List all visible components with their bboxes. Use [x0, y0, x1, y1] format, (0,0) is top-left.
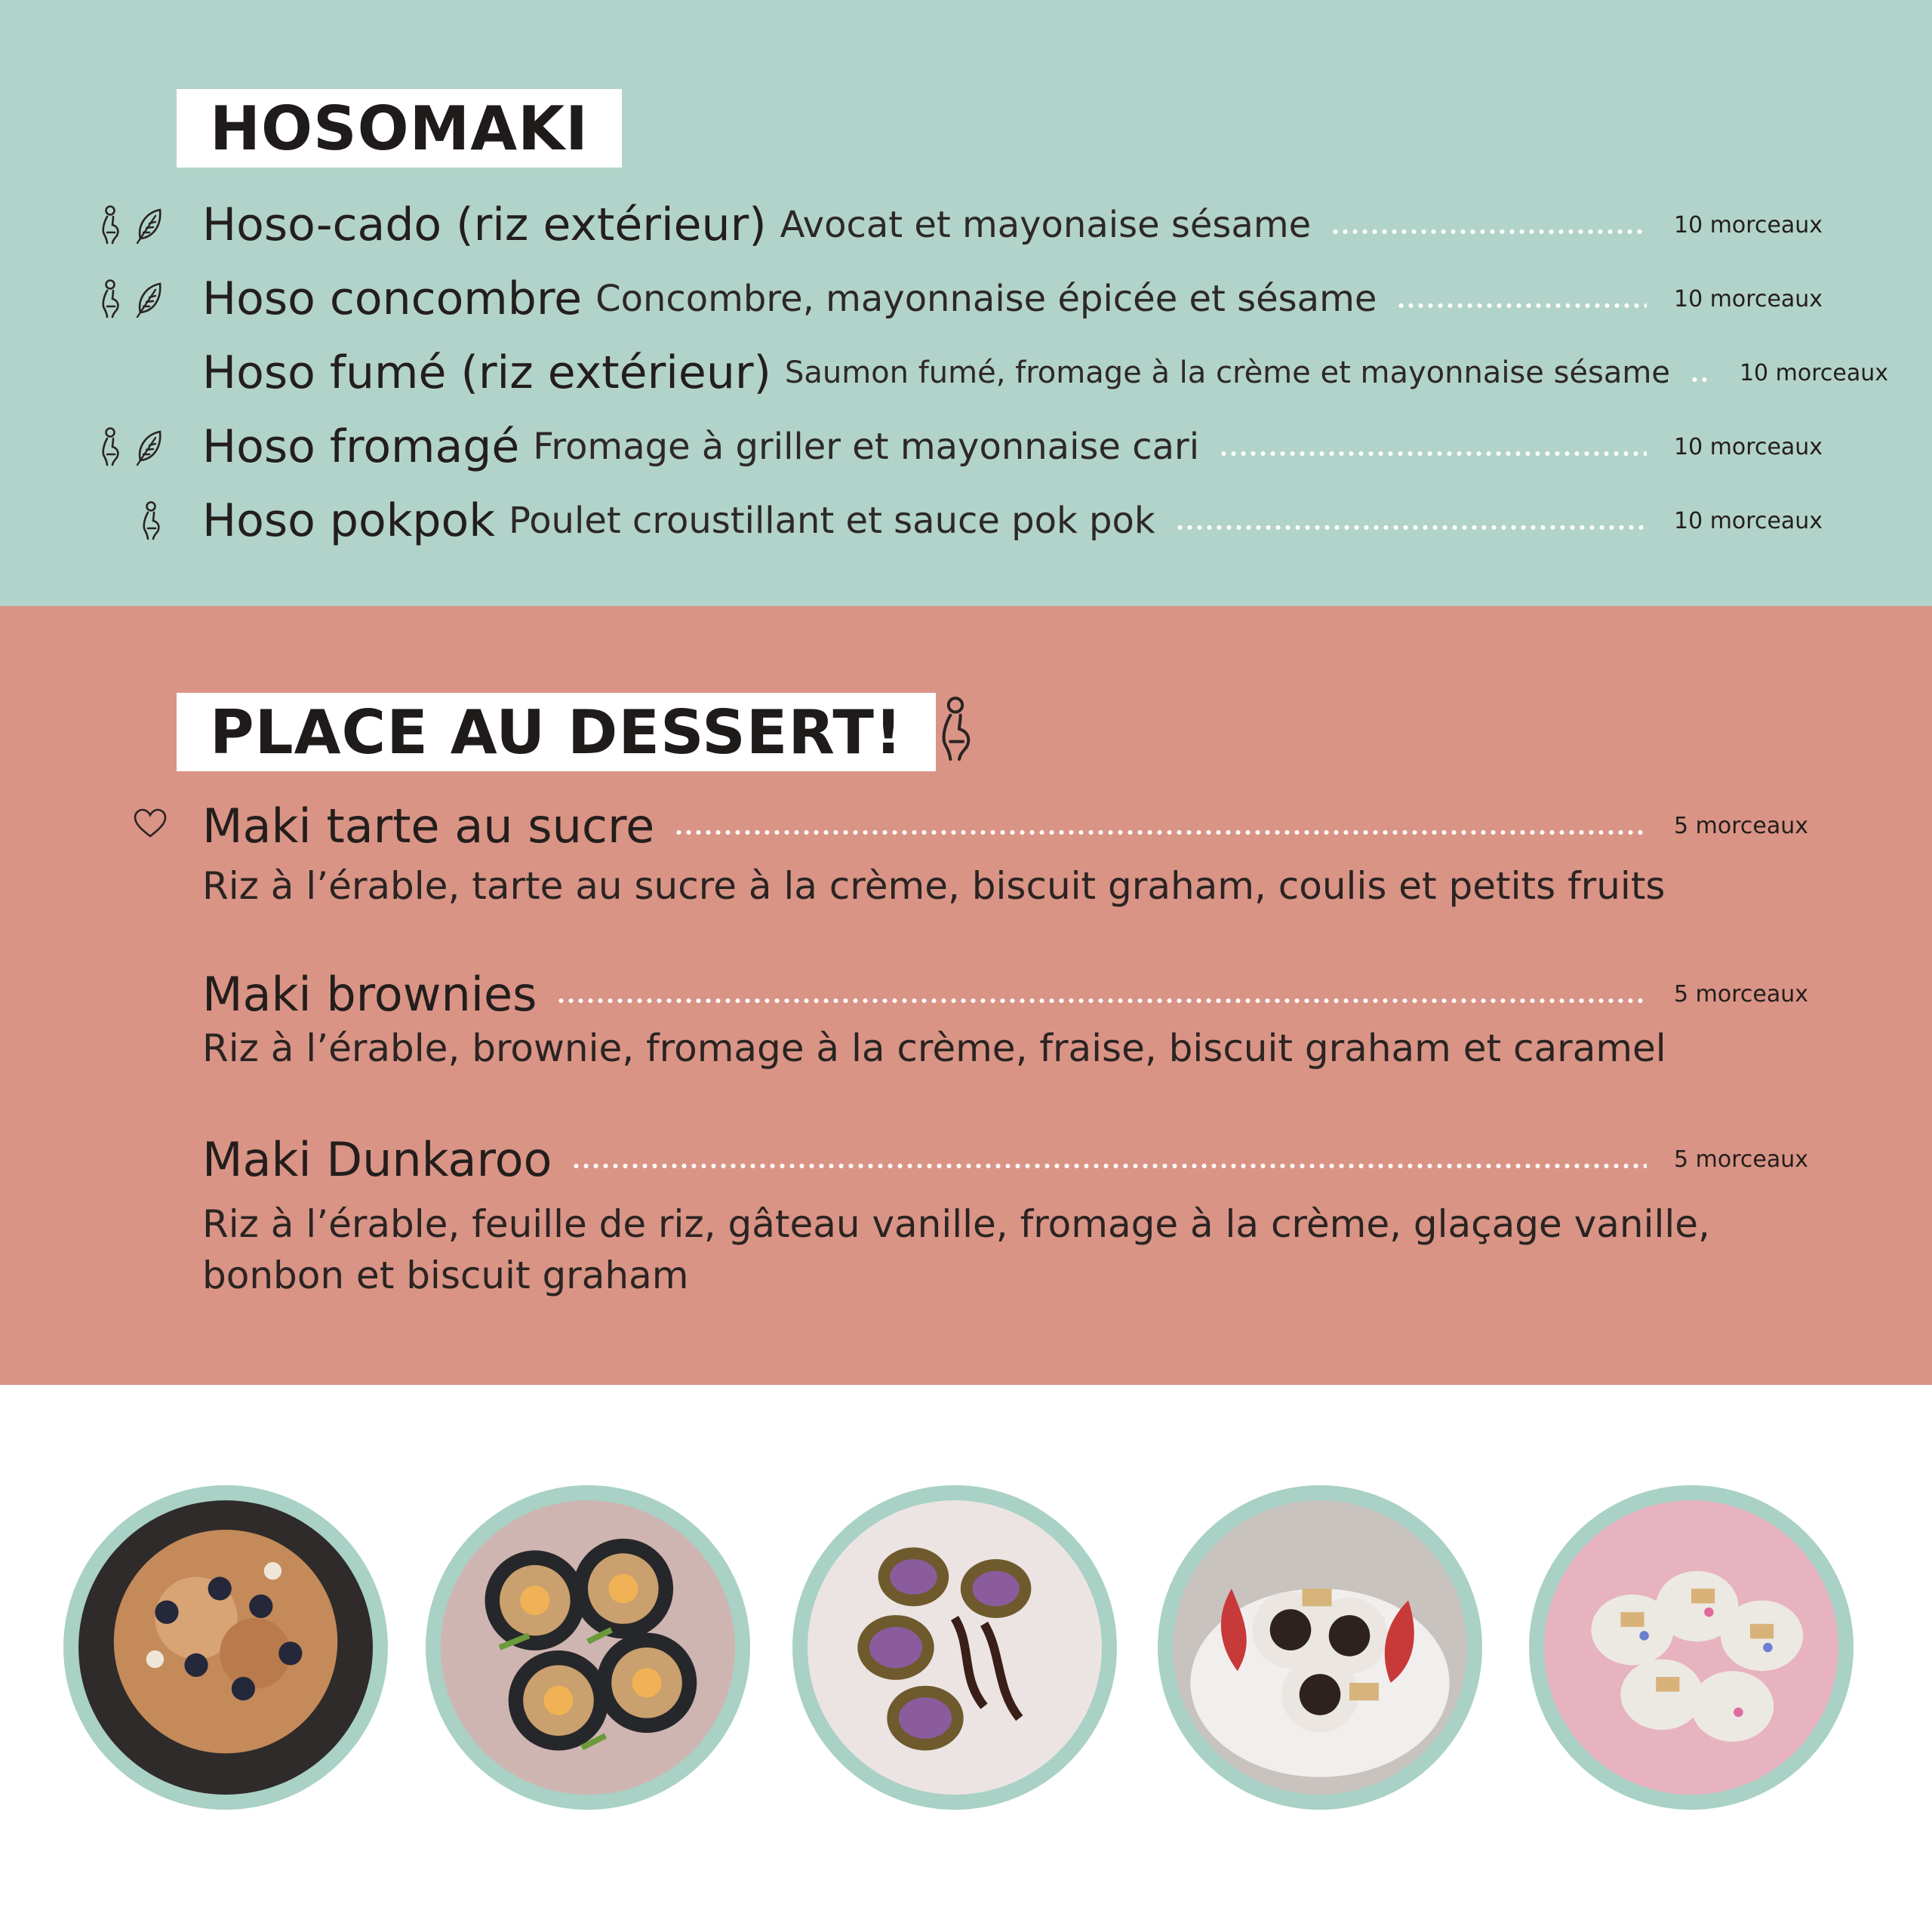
menu-item-hoso-fromage: [0, 417, 1932, 477]
item-name: Maki brownies: [202, 966, 537, 1022]
hosomaki-title: HOSOMAKI: [210, 93, 589, 164]
item-description: Riz à l’érable, feuille de riz, gâteau vanille, fromage à la crème, glaçage vanille, bonbon et biscuit graham: [202, 1202, 1710, 1297]
item-description: Avocat et mayonaise sésame: [780, 204, 1312, 246]
item-quantity: 10 morceaux: [1674, 211, 1823, 238]
heart-icon: [133, 808, 168, 839]
dessert-title: PLACE AU DESSERT!: [210, 697, 903, 768]
hosomaki-heading: [177, 89, 622, 168]
dotted-leader: [1175, 525, 1647, 530]
item-quantity: 10 morceaux: [1674, 433, 1823, 460]
food-photo-dunkaroo-maki: [1529, 1485, 1854, 1810]
dotted-leader: [571, 1164, 1647, 1168]
item-description: Riz à l’érable, brownie, fromage à la crème, fraise, biscuit graham et caramel: [202, 1026, 1666, 1070]
item-quantity: 10 morceaux: [1739, 359, 1889, 386]
item-name: Hoso fromagé: [202, 420, 520, 473]
food-photo-purple-maki: [792, 1485, 1117, 1810]
item-description: Saumon fumé, fromage à la crème et mayonnaise sésame: [784, 355, 1670, 390]
item-quantity: 10 morceaux: [1674, 507, 1823, 534]
pregnant-icon: [97, 427, 124, 466]
pregnant-icon: [933, 693, 978, 765]
dotted-leader: [674, 830, 1647, 835]
dotted-leader: [556, 998, 1647, 1003]
food-photo-maki-rolls: [426, 1485, 750, 1810]
pregnant-icon: [137, 501, 165, 540]
item-description: Fromage à griller et mayonnaise cari: [533, 426, 1200, 468]
item-description: Concombre, mayonnaise épicée et sésame: [595, 278, 1377, 320]
leaf-icon: [134, 427, 165, 466]
item-quantity: 5 morceaux: [1674, 1146, 1808, 1173]
leaf-icon: [134, 279, 165, 318]
item-name: Maki tarte au sucre: [202, 798, 655, 854]
menu-item-hoso-pokpok: [0, 491, 1932, 551]
leaf-icon: [134, 205, 165, 245]
food-photos: [0, 1485, 1932, 1817]
item-quantity: 5 morceaux: [1674, 812, 1808, 839]
dotted-leader: [1690, 377, 1712, 382]
menu-item-hoso-concombre: [0, 269, 1932, 329]
dotted-leader: [1219, 451, 1647, 456]
item-description: Riz à l’érable, tarte au sucre à la crème, biscuit graham, coulis et petits fruits: [202, 864, 1666, 908]
dessert-heading: [177, 693, 936, 771]
pregnant-icon: [97, 205, 124, 245]
pregnant-icon: [97, 279, 124, 318]
food-photo-tarte-au-sucre: [63, 1485, 388, 1810]
item-quantity: 10 morceaux: [1674, 285, 1823, 312]
item-quantity: 5 morceaux: [1674, 980, 1808, 1008]
item-name: Hoso-cado (riz extérieur): [202, 198, 767, 251]
item-name: Hoso pokpok: [202, 494, 495, 547]
menu-item-hoso-fume: [0, 343, 1932, 403]
item-name: Maki Dunkaroo: [202, 1131, 552, 1187]
menu-item-hoso-cado: [0, 195, 1932, 255]
dotted-leader: [1331, 229, 1647, 234]
item-description: Poulet croustillant et sauce pok pok: [508, 500, 1155, 542]
item-name: Hoso concombre: [202, 272, 583, 325]
dotted-leader: [1396, 303, 1647, 308]
food-photo-brownies-maki: [1158, 1485, 1482, 1810]
item-name: Hoso fumé (riz extérieur): [202, 346, 771, 399]
